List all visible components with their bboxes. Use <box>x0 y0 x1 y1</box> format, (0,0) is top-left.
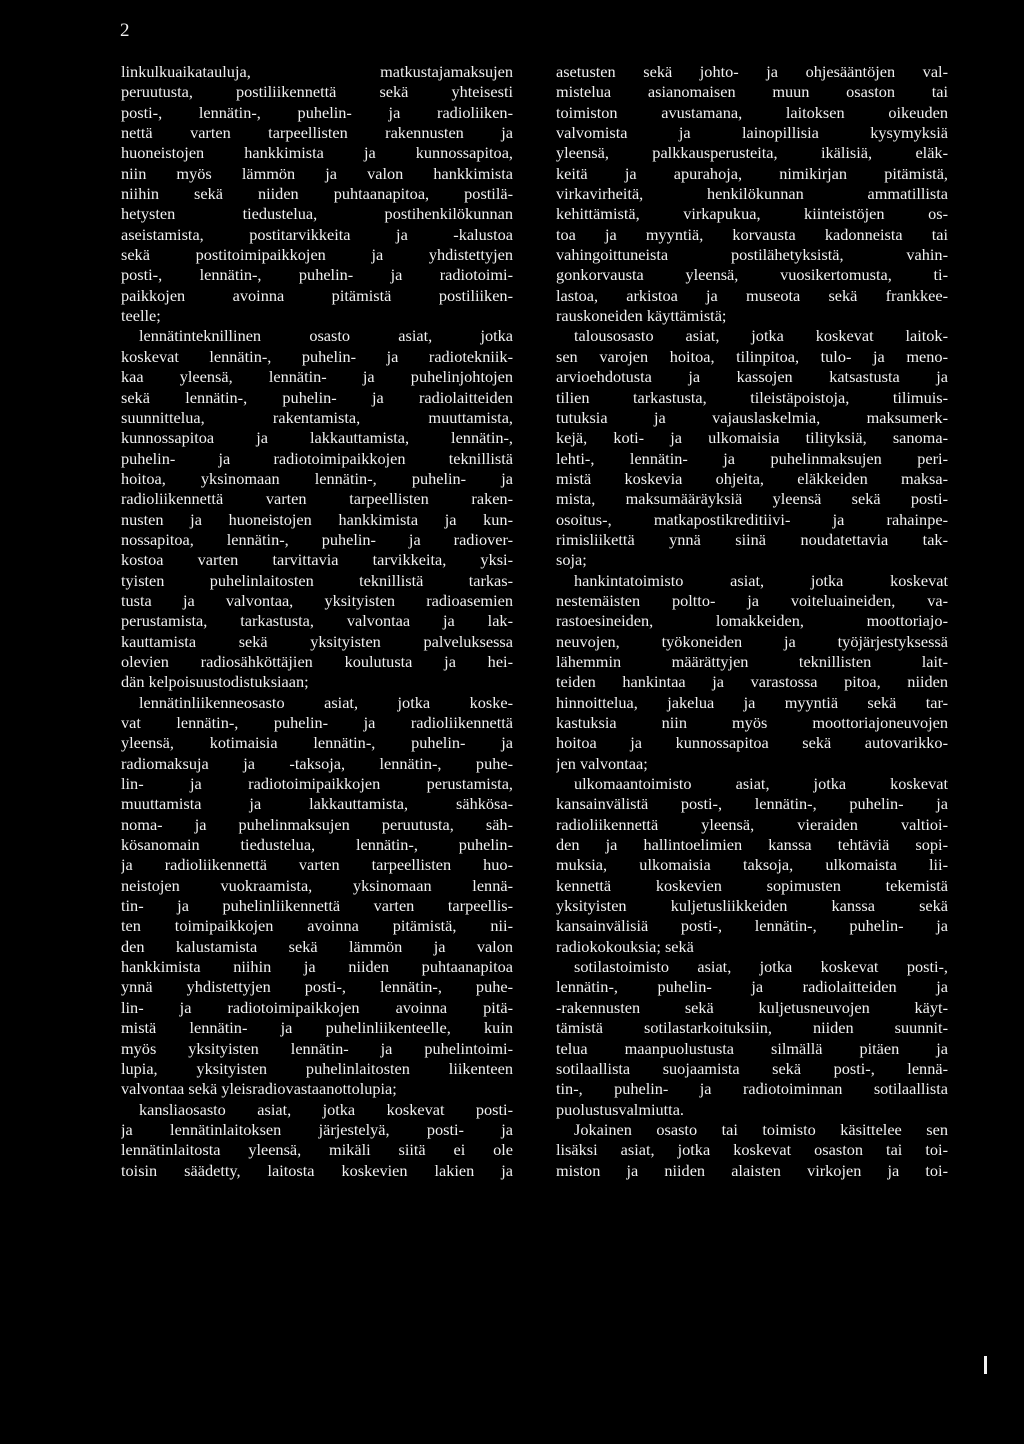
text-line: Jokainen osasto tai toimisto käsittelee sen <box>574 1119 948 1139</box>
text-line: kaa yleensä, lennätin- ja puhelinjohtojen <box>121 367 513 387</box>
text-line: huoneistojen hankkimista ja kunnossapitoa, <box>121 143 513 163</box>
text-line: hoitoa ja kunnossapitoa sekä autovarikko- <box>556 733 948 753</box>
text-line: tämistä sotilastarkoituksiin, niiden suunnit- <box>556 1018 948 1038</box>
text-line: ten toimipaikkojen avoinna pitämistä, nii- <box>121 916 513 936</box>
text-line: keitä ja apurahoja, nimikirjan pitämistä, <box>556 163 948 183</box>
text-line: lisäksi asiat, jotka koskevat osaston tai toi- <box>556 1140 948 1160</box>
text-line: mistä koskevia ohjeita, eläkkeiden maksa- <box>556 468 948 488</box>
text-line: hoitoa, yksinomaan lennätin-, puhelin- ja <box>121 468 513 488</box>
text-line: sekä postitoimipaikkojen ja yhdistettyjen <box>121 245 513 265</box>
text-line: kansliaosasto asiat, jotka koskevat posti- <box>139 1099 513 1119</box>
text-line: kauttamista sekä yksityisten palveluksessa <box>121 631 513 651</box>
text-line: niin myös lämmön ja valon hankkimista <box>121 163 513 183</box>
text-line: kansainvälistä posti-, lennätin-, puhelin- ja <box>556 794 948 814</box>
text-line: asetusten sekä johto- ja ohjesääntöjen val- <box>556 62 948 81</box>
text-line: jen valvontaa; <box>556 753 648 773</box>
text-line: tutuksia ja vajauslaskelmia, maksumerk- <box>556 407 948 427</box>
page-number: 2 <box>120 20 131 41</box>
text-line: olevien radiosähköttäjien koulutusta ja hei- <box>121 651 513 671</box>
text-line: sotilaallista suojaamista sekä posti-, lennä- <box>556 1058 948 1078</box>
text-line: kastuksia niin myös moottoriajoneuvojen <box>556 713 948 732</box>
text-line: kennettä koskevien sopimusten tekemistä <box>556 875 948 895</box>
text-line: sen varojen hoitoa, tilinpitoa, tulo- ja meno- <box>556 346 948 366</box>
right-text-column <box>556 62 948 1181</box>
text-line: rauskoneiden käyttämistä; <box>556 306 727 326</box>
text-line: tin-, puhelin- ja radiotoiminnan sotilaallista <box>556 1079 948 1099</box>
text-line: lastoa, arkistoa ja museota sekä frankkee- <box>556 285 948 305</box>
text-line: puolustusvalmiutta. <box>556 1099 684 1119</box>
text-line: nossapitoa, lennätin-, puhelin- ja radiover- <box>121 529 513 549</box>
text-line: osoitus-, matkapostikreditiivi- ja rahainpe- <box>556 509 948 529</box>
text-line: kostoa varten tarvittavia tarvikkeita, yksi- <box>121 550 513 570</box>
text-line: noma- ja puhelinmaksujen peruutusta, säh- <box>121 814 513 834</box>
text-line: tin- ja puhelinliikennettä varten tarpeellis- <box>121 896 513 916</box>
text-line: telua maanpuolustusta silmällä pitäen ja <box>556 1038 948 1058</box>
text-line: sotilastoimisto asiat, jotka koskevat posti-, <box>574 957 948 977</box>
text-line: rastoesineiden, lomakkeiden, moottoriajo- <box>556 611 948 631</box>
text-line: mistelua asianomaisen muun osaston tai <box>556 82 948 102</box>
text-line: soja; <box>556 550 587 570</box>
text-line: den kalustamista sekä lämmön ja valon <box>121 936 513 956</box>
text-line: aseistamista, postitarvikkeita ja -kalustoa <box>121 224 513 244</box>
text-line: den ja hallintoelimien kanssa tehtäviä sopi- <box>556 835 948 855</box>
text-line: lupia, yksityisten puhelinlaitosten liikenteen <box>121 1058 513 1078</box>
text-line: yleensä, kotimaisia lennätin-, puhelin- ja <box>121 733 513 753</box>
text-line: muuttamista ja lakkauttamista, sähkösa- <box>121 794 513 814</box>
text-line: kunnossapitoa ja lakkauttamista, lennätin-, <box>121 428 513 448</box>
text-line: neistojen vuokraamista, yksinomaan lennä- <box>121 875 513 895</box>
margin-mark <box>984 1356 987 1374</box>
text-line: kansainvälisiä posti-, lennätin-, puhelin- ja <box>556 916 948 936</box>
text-line: muksia, ulkomaisia taksoja, ulkomaista lii- <box>556 855 948 875</box>
text-line: linkulkuaikatauluja, matkustajamaksujen <box>121 62 513 81</box>
text-line: yleensä, palkkausperusteita, ikälisiä, eläk- <box>556 143 948 163</box>
text-line: dän kelpoisuustodistuksiaan; <box>121 672 309 692</box>
text-line: tilien tarkastusta, tileistäpoistoja, tilimuis- <box>556 387 948 407</box>
text-line: perustamista, tarkastusta, valvontaa ja lak- <box>121 611 513 631</box>
text-line: lennätinliikenneosasto asiat, jotka koske- <box>139 692 513 712</box>
text-line: hinnoittelua, jakelua ja myyntiä sekä tar- <box>556 692 948 712</box>
text-line: ulkomaantoimisto asiat, jotka koskevat <box>574 774 948 794</box>
text-line: paikkojen avoinna pitämistä postiliiken- <box>121 285 513 305</box>
text-line: vat lennätin-, puhelin- ja radioliikennettä <box>121 713 513 732</box>
text-line: rimisliikettä ynnä siinä noudatettavia tak- <box>556 529 948 549</box>
text-line: -rakennusten sekä kuljetusneuvojen käyt- <box>556 997 948 1017</box>
text-line: kösanomain tiedustelua, lennätin-, puhelin- <box>121 835 513 855</box>
text-line: mistä lennätin- ja puhelinliikenteelle, kuin <box>121 1018 513 1038</box>
text-line: lennätinteknillinen osasto asiat, jotka <box>139 326 513 346</box>
text-line: tusta ja valvontaa, yksityisten radioasemien <box>121 590 513 610</box>
text-line: virkavirheitä, henkilökunnan ammatillista <box>556 184 948 204</box>
text-line: toisin säädetty, laitosta koskevien lakien ja <box>121 1160 513 1180</box>
text-line: yksityisten kuljetusliikkeiden kanssa sekä <box>556 896 948 916</box>
text-line: lähemmin määrättyjen teknillisten lait- <box>556 651 948 671</box>
text-line: lehti-, lennätin- ja puhelinmaksujen peri- <box>556 448 948 468</box>
text-line: talousosasto asiat, jotka koskevat laitok- <box>574 326 948 346</box>
text-line: puhelin- ja radiotoimipaikkojen teknillistä <box>121 448 513 468</box>
text-line: miston ja niiden alaisten virkojen ja toi- <box>556 1160 948 1180</box>
text-line: mista, maksumääräyksiä yleensä sekä posti- <box>556 489 948 509</box>
text-line: nettä varten tarpeellisten rakennusten ja <box>121 123 513 143</box>
text-line: lin- ja radiotoimipaikkojen perustamista, <box>121 774 513 794</box>
text-line: ja radioliikennettä varten tarpeellisten huo- <box>121 855 513 875</box>
text-line: hankkimista niihin ja niiden puhtaanapitoa <box>121 957 513 977</box>
text-line: radioliikennettä varten tarpeellisten raken- <box>121 489 513 509</box>
text-line: radioliikennettä yleensä, vieraiden valtioi- <box>556 814 948 834</box>
text-line: hetysten tiedustelua, postihenkilökunnan <box>121 204 513 224</box>
text-line: valvontaa sekä yleisradiovastaanottolupia; <box>121 1079 397 1099</box>
text-line: radiokokouksia; sekä <box>556 936 694 956</box>
text-line: vahingoittuneista postilähetyksistä, vahin- <box>556 245 948 265</box>
text-line: suunnittelua, rakentamista, muuttamista, <box>121 407 513 427</box>
text-line: valvomista ja lainopillisia kysymyksiä <box>556 123 948 143</box>
text-line: koskevat lennätin-, puhelin- ja radiotekniik- <box>121 346 513 366</box>
text-line: gonkorvausta yleensä, vuosikertomusta, ti- <box>556 265 948 285</box>
text-line: posti-, lennätin-, puhelin- ja radiotoimi- <box>121 265 513 285</box>
text-line: myös yksityisten lennätin- ja puhelintoimi- <box>121 1038 513 1058</box>
text-line: teelle; <box>121 306 161 326</box>
text-line: nestemäisten poltto- ja voiteluaineiden, va- <box>556 590 948 610</box>
text-line: peruutusta, postiliikennettä sekä yhteisesti <box>121 82 513 102</box>
text-line: teiden hankintaa ja varastossa pitoa, niiden <box>556 672 948 692</box>
text-line: kehittämistä, virkapukua, kiinteistöjen os- <box>556 204 948 224</box>
text-line: posti-, lennätin-, puhelin- ja radioliiken- <box>121 102 513 122</box>
text-line: lennätinlaitosta yleensä, mikäli siitä ei ole <box>121 1140 513 1160</box>
text-line: kejä, koti- ja ulkomaisia tilityksiä, sanoma- <box>556 428 948 448</box>
text-line: hankintatoimisto asiat, jotka koskevat <box>574 570 948 590</box>
text-line: nusten ja huoneistojen hankkimista ja kun- <box>121 509 513 529</box>
text-line: neuvojen, työkoneiden ja työjärjestyksessä <box>556 631 948 651</box>
text-line: ja lennätinlaitoksen järjestelyä, posti- ja <box>121 1119 513 1139</box>
text-line: tyisten puhelinlaitosten teknillistä tarkas- <box>121 570 513 590</box>
text-line: ynnä yhdistettyjen posti-, lennätin-, puhe- <box>121 977 513 997</box>
text-line: lennätin-, puhelin- ja radiolaitteiden ja <box>556 977 948 997</box>
text-line: toa ja myyntiä, korvausta kadonneista tai <box>556 224 948 244</box>
text-line: niihin sekä niiden puhtaanapitoa, postilä- <box>121 184 513 204</box>
text-line: toimiston avustamana, laitoksen oikeuden <box>556 102 948 122</box>
left-text-column <box>121 62 513 1181</box>
text-line: arvioehdotusta ja kassojen katsastusta ja <box>556 367 948 387</box>
text-line: lin- ja radiotoimipaikkojen avoinna pitä- <box>121 997 513 1017</box>
text-line: radiomaksuja ja -taksoja, lennätin-, puhe- <box>121 753 513 773</box>
text-line: sekä lennätin-, puhelin- ja radiolaitteiden <box>121 387 513 407</box>
